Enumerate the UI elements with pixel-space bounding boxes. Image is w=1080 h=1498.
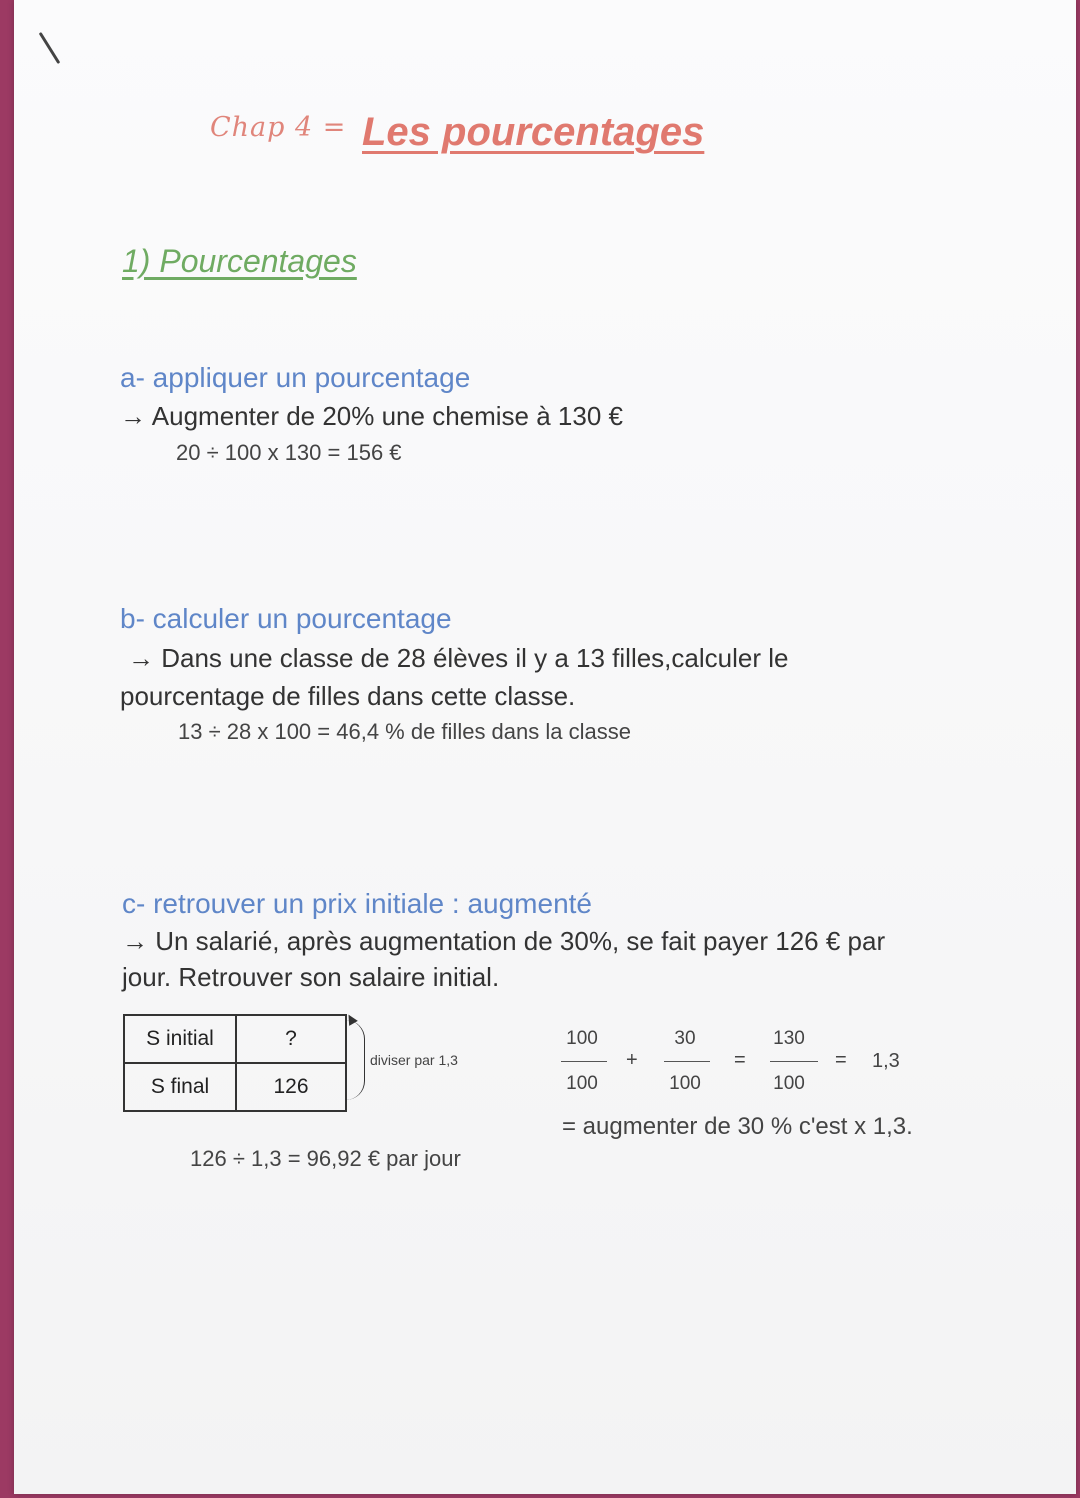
part-b-calculation: 13 ÷ 28 x 100 = 46,4 % de filles dans la classe (178, 719, 631, 744)
fraction-3-bar (770, 1061, 818, 1062)
part-b-statement-line2: pourcentage de filles dans cette classe. (120, 681, 576, 711)
part-c-statement-line1: → Un salarié, après augmentation de 30%, se fait payer 126 € par (122, 926, 886, 956)
fraction-1-numerator: 100 (566, 1028, 598, 1049)
table-row (124, 1063, 346, 1111)
section-heading: 1) Pourcentages (122, 243, 357, 279)
salary-table (123, 1014, 347, 1112)
part-b-statement-line1: → Dans une classe de 28 élèves il y a 13 filles,calculer le (128, 643, 789, 673)
part-a-heading: a- appliquer un pourcentage (120, 362, 471, 393)
page-title: Les pourcentages (362, 110, 705, 154)
fraction-3-numerator: 130 (773, 1028, 805, 1049)
equals-sign-2: = (835, 1049, 847, 1071)
table-cell-label: S initial (124, 1015, 236, 1063)
fraction-result: 1,3 (872, 1050, 900, 1072)
part-c-statement-line2: jour. Retrouver son salaire initial. (122, 962, 500, 992)
fraction-1-bar (561, 1061, 607, 1062)
table-cell-value: ? (236, 1015, 346, 1063)
equals-sign-1: = (734, 1049, 746, 1071)
fraction-2-bar (664, 1061, 710, 1062)
fraction-2-numerator: 30 (674, 1028, 696, 1049)
table-row (124, 1015, 346, 1063)
fraction-3-denominator: 100 (773, 1073, 805, 1094)
brace-arrow (346, 1020, 365, 1100)
table-cell-value: 126 (236, 1063, 346, 1111)
plus-sign: + (626, 1049, 638, 1071)
fraction-1-denominator: 100 (566, 1073, 598, 1094)
brace-note: diviser par 1,3 (370, 1052, 458, 1068)
part-c-conclusion: = augmenter de 30 % c'est x 1,3. (562, 1113, 913, 1140)
part-c-heading: c- retrouver un prix initiale : augmenté (122, 888, 592, 919)
part-b-heading: b- calculer un pourcentage (120, 603, 452, 634)
part-a-calculation: 20 ÷ 100 x 130 = 156 € (176, 440, 402, 465)
part-c-calculation: 126 ÷ 1,3 = 96,92 € par jour (190, 1146, 461, 1171)
fraction-2-denominator: 100 (669, 1073, 701, 1094)
paper-sheet (14, 0, 1076, 1494)
table-cell-label: S final (124, 1063, 236, 1111)
chapter-label: Chap 4 = (210, 112, 347, 143)
part-a-statement: → Augmenter de 20% une chemise à 130 € (120, 401, 623, 431)
